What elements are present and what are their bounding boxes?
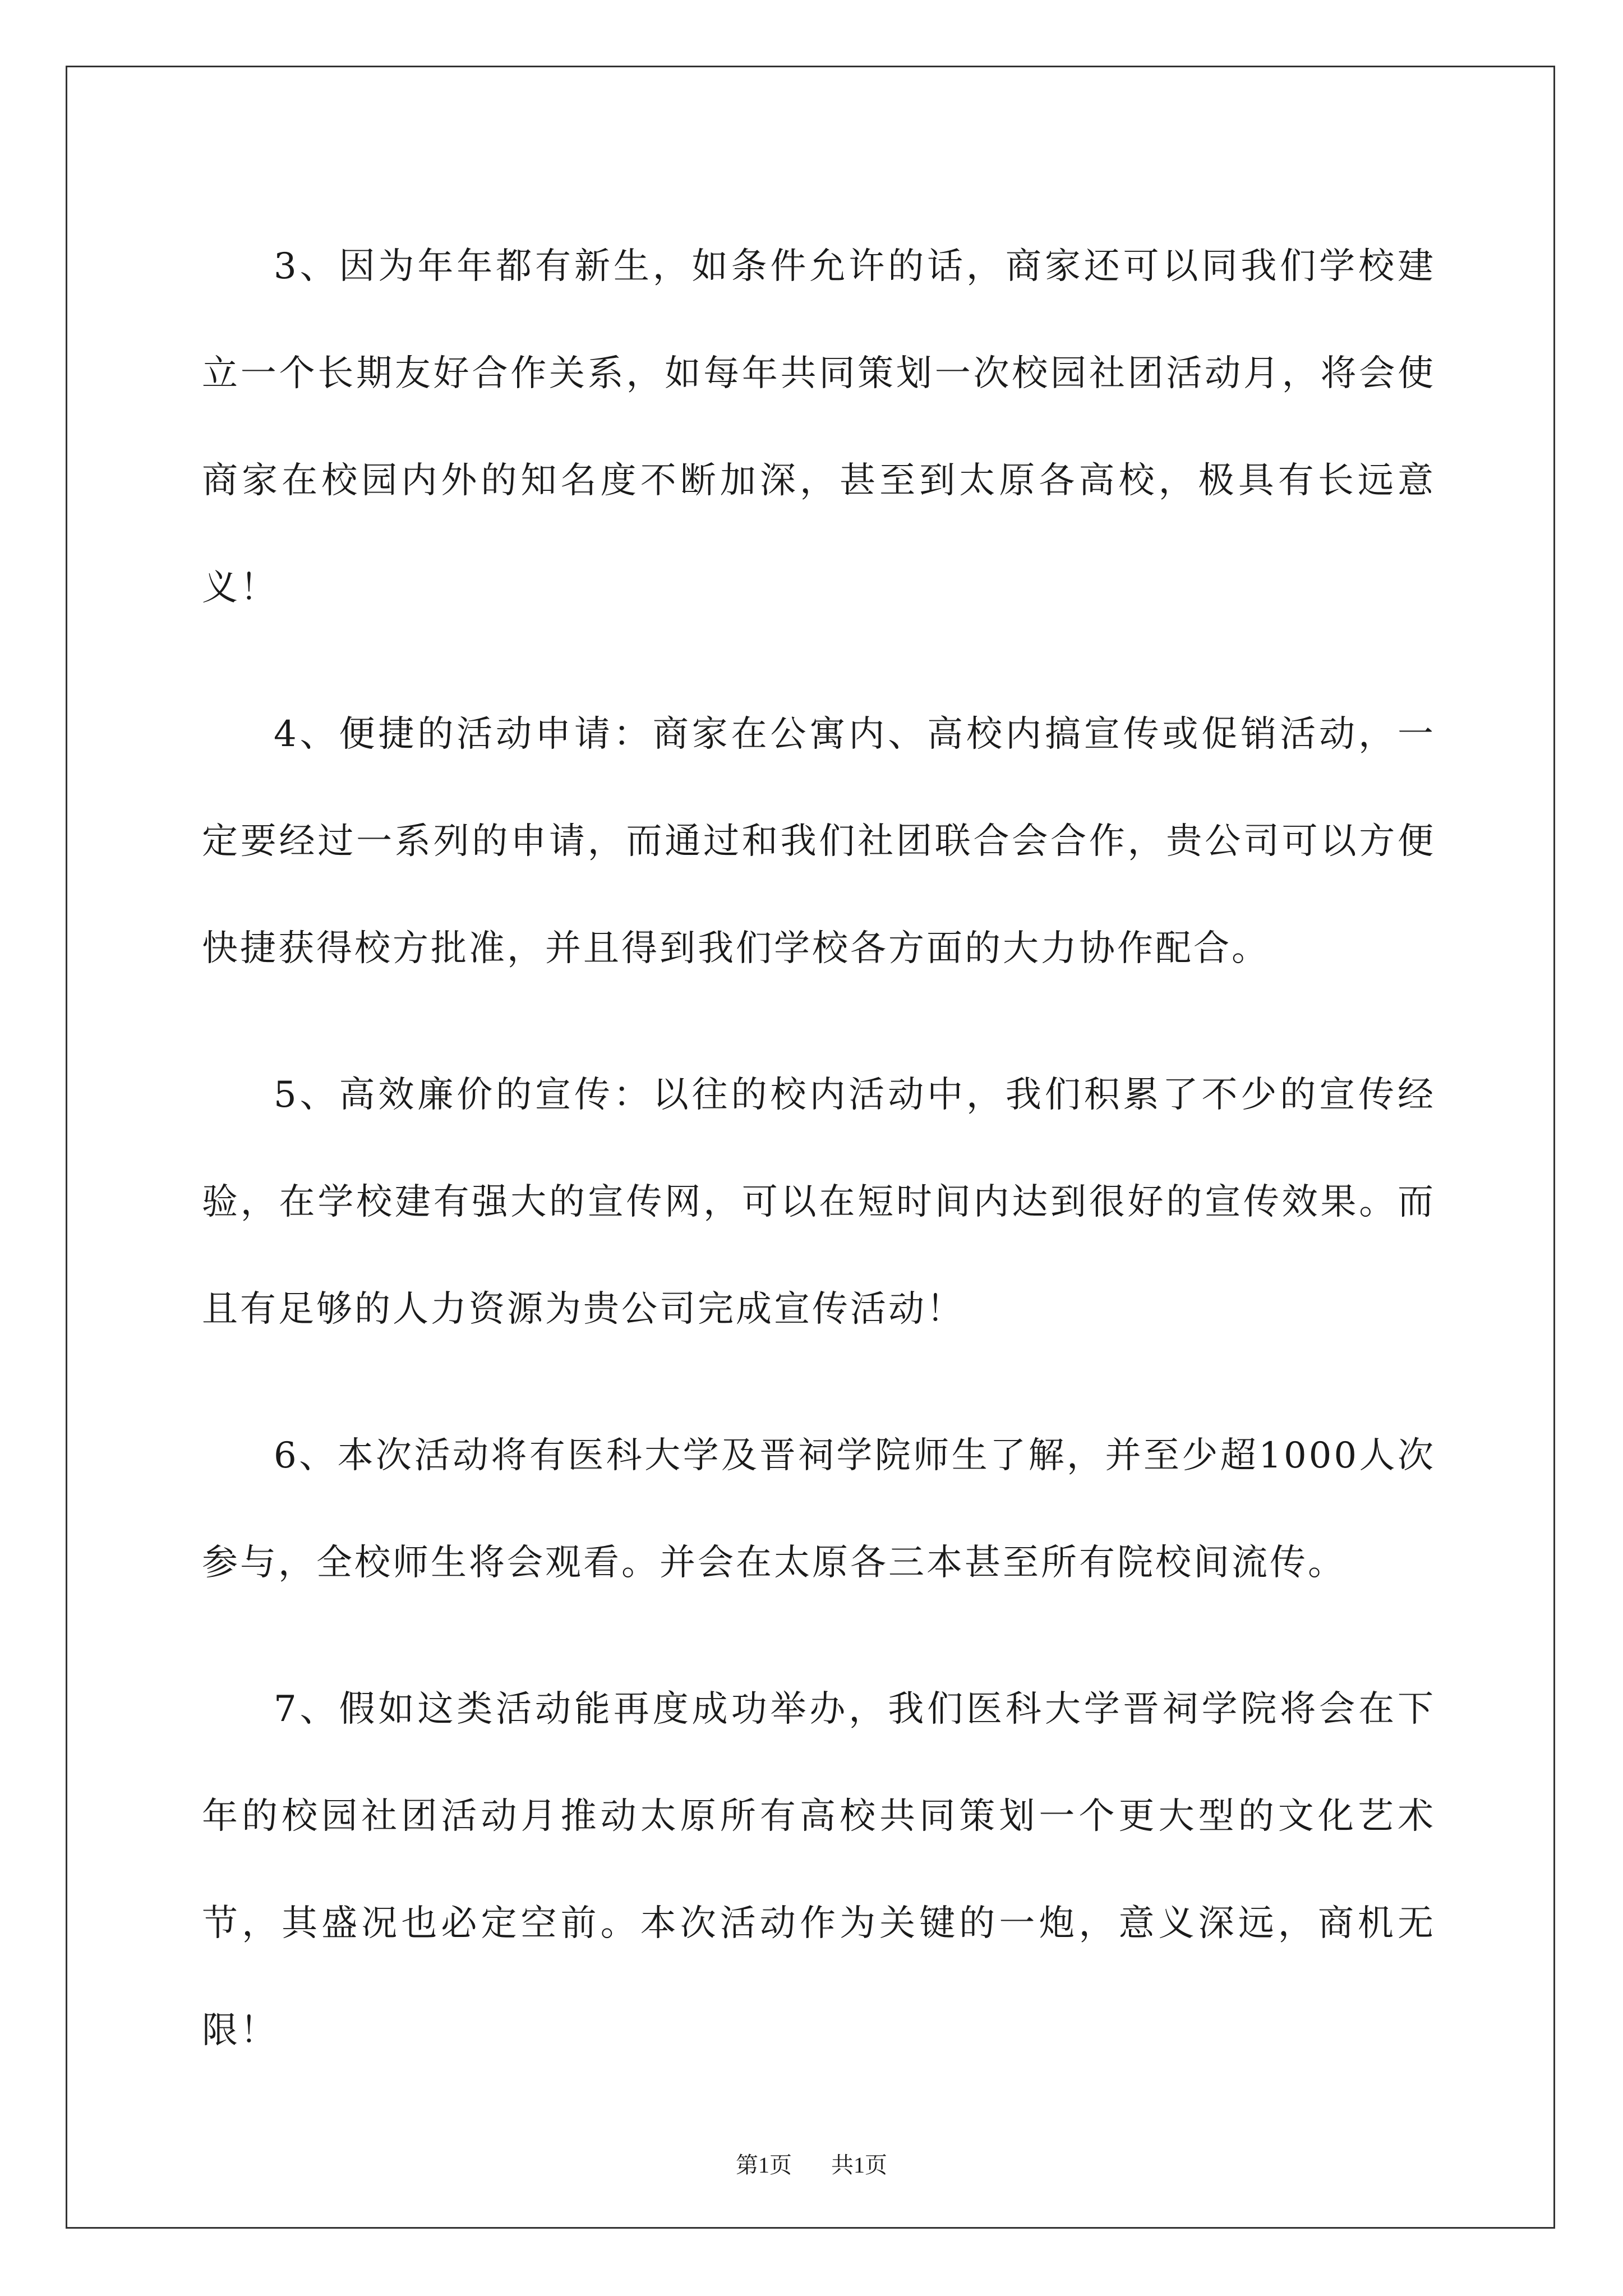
- paragraph-4: 4、便捷的活动申请：商家在公寓内、高校内搞宣传或促销活动，一定要经过一系列的申请，而通过和我们社团联合会合作，贵公司可以方便快捷获得校方批准，并且得到我们学校各方面的大力协作配合。: [202, 714, 1436, 969]
- page-footer: [0, 2151, 1623, 2179]
- paragraph-7: 7、假如这类活动能再度成功举办，我们医科大学晋祠学院将会在下年的校园社团活动月推动太原所有高校共同策划一个更大型的文化艺术节，其盛况也必定空前。本次活动作为关键的一炮，意义深远，商机无限！: [202, 1688, 1436, 2051]
- page-number: 第1页: [736, 2152, 792, 2178]
- document-body: [202, 213, 1436, 2124]
- paragraph-5: 5、高效廉价的宣传：以往的校内活动中，我们积累了不少的宣传经验，在学校建有强大的宣传网，可以在短时间内达到很好的宣传效果。而且有足够的人力资源为贵公司完成宣传活动！: [202, 1074, 1436, 1330]
- paragraph-6: 6、本次活动将有医科大学及晋祠学院师生了解，并至少超1000人次参与，全校师生将会观看。并会在太原各三本甚至所有院校间流传。: [202, 1435, 1436, 1584]
- page-total: 共1页: [831, 2152, 887, 2178]
- paragraph-3: 3、因为年年都有新生，如条件允许的话，商家还可以同我们学校建立一个长期友好合作关系，如每年共同策划一次校园社团活动月，将会使商家在校园内外的知名度不断加深，甚至到太原各高校，极具有长远意义！: [202, 246, 1436, 609]
